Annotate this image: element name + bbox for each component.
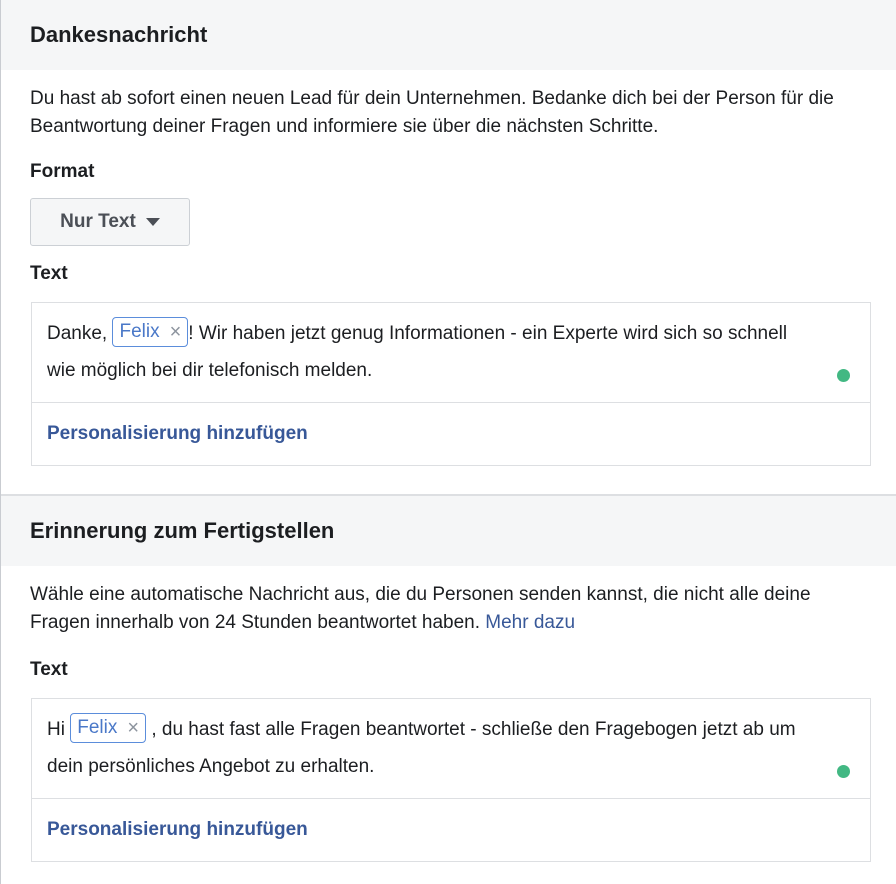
- personalization-token[interactable]: [112, 317, 188, 347]
- text-label: Text: [30, 263, 68, 284]
- message-text-area[interactable]: [32, 699, 870, 798]
- format-dropdown-value: Nur Text: [60, 211, 136, 232]
- close-icon[interactable]: ×: [127, 716, 140, 739]
- add-personalization-link[interactable]: Personalisierung hinzufügen: [32, 402, 870, 465]
- token-label: Felix: [77, 716, 118, 738]
- more-info-link[interactable]: Mehr dazu: [485, 612, 576, 633]
- message-text-after: ! Wir haben jetzt genug Informationen - ein Experte wird sich so schnell wie möglich bei dir telefonisch melden.: [47, 323, 788, 381]
- section-title: Erinnerung zum Fertigstellen: [30, 518, 335, 543]
- section-description: Du hast ab sofort einen neuen Lead für dein Unternehmen. Bedanke dich bei der Person für die Beantwortung deiner Fragen und informiere sie über die nächsten Schritte.: [30, 88, 834, 137]
- message-text-area[interactable]: [32, 303, 870, 402]
- caret-down-icon: [146, 218, 160, 226]
- status-dot-icon: [837, 765, 850, 778]
- format-label: Format: [30, 161, 95, 182]
- description-text: Wähle eine automatische Nachricht aus, die du Personen senden kannst, die nicht alle deine Fragen innerhalb von 24 Stunden beantwortet haben.: [30, 584, 811, 633]
- message-text-after: , du hast fast alle Fragen beantwortet - schließe den Fragebogen jetzt ab um dein persönliches Angebot zu erhalten.: [47, 719, 796, 777]
- message-text-before: Hi: [47, 719, 71, 740]
- close-icon[interactable]: ×: [169, 320, 182, 343]
- reminder-message-editor: [31, 698, 871, 862]
- message-editor: [31, 302, 871, 466]
- format-dropdown[interactable]: [30, 198, 190, 246]
- window-edge: [0, 0, 1, 884]
- add-personalization-link[interactable]: Personalisierung hinzufügen: [32, 798, 870, 861]
- text-label: Text: [30, 659, 68, 680]
- section-title: Dankesnachricht: [30, 22, 208, 47]
- section-description: [0, 566, 896, 637]
- message-text-before: Danke,: [47, 323, 113, 344]
- token-label: Felix: [119, 320, 160, 342]
- personalization-token[interactable]: [70, 713, 146, 743]
- section-header-erinnerung: [0, 496, 896, 566]
- section-header-dankesnachricht: [0, 0, 896, 70]
- status-dot-icon: [837, 369, 850, 382]
